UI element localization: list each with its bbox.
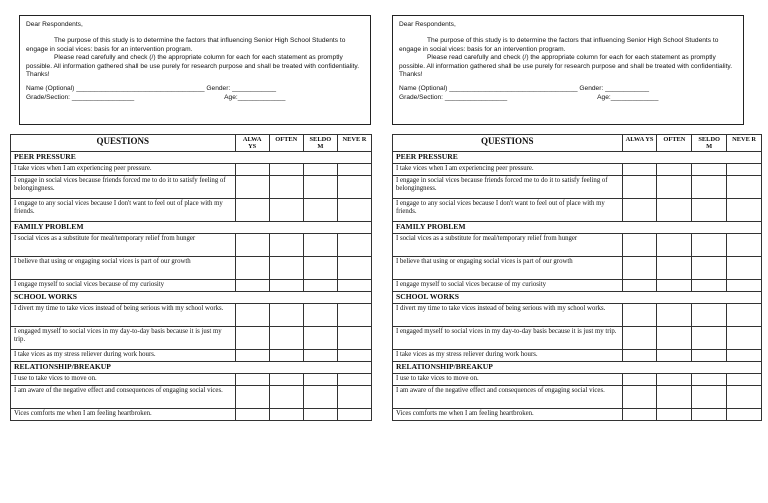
table-row <box>393 280 762 292</box>
check-cell[interactable] <box>727 234 762 257</box>
table-row <box>11 327 372 350</box>
question-text: I engaged myself to social vices in my day-to-day basis because it is just my trip. <box>393 327 623 350</box>
check-cell[interactable] <box>235 304 269 327</box>
check-cell[interactable] <box>622 327 657 350</box>
check-cell[interactable] <box>235 374 269 386</box>
check-cell[interactable] <box>269 234 303 257</box>
purpose-paragraph: The purpose of this study is to determine the factors that influencing Senior High School Students to engage in social vices: basis for an intervention program. <box>26 37 346 53</box>
check-cell[interactable] <box>657 304 692 327</box>
check-cell[interactable] <box>622 257 657 280</box>
section-title: SCHOOL WORKS <box>11 292 372 304</box>
check-cell[interactable] <box>269 327 303 350</box>
check-cell[interactable] <box>657 374 692 386</box>
check-cell[interactable] <box>657 176 692 199</box>
questionnaire-table <box>392 134 762 421</box>
check-cell[interactable] <box>337 199 371 222</box>
check-cell[interactable] <box>622 374 657 386</box>
check-cell[interactable] <box>269 280 303 292</box>
table-row <box>11 257 372 280</box>
check-cell[interactable] <box>692 374 727 386</box>
check-cell[interactable] <box>303 199 337 222</box>
check-cell[interactable] <box>303 280 337 292</box>
question-text: I take vices as my stress reliever during work hours. <box>11 350 236 362</box>
question-text: I divert my time to take vices instead of being serious with my school works. <box>11 304 236 327</box>
check-cell[interactable] <box>622 280 657 292</box>
check-cell[interactable] <box>727 409 762 421</box>
check-cell[interactable] <box>657 327 692 350</box>
check-cell[interactable] <box>303 409 337 421</box>
header-always: ALWA YS <box>622 135 657 152</box>
check-cell[interactable] <box>657 164 692 176</box>
check-cell[interactable] <box>235 199 269 222</box>
check-cell[interactable] <box>235 409 269 421</box>
gender-field[interactable]: Gender: ____________ <box>206 85 277 93</box>
grade-section-field[interactable]: Grade/Section: _________________ <box>26 93 135 101</box>
header-row <box>11 135 372 152</box>
check-cell[interactable] <box>692 257 727 280</box>
header-questions: QUESTIONS <box>11 135 236 152</box>
table-row <box>11 409 372 421</box>
table-row <box>393 234 762 257</box>
check-cell[interactable] <box>337 409 371 421</box>
header-often: OFTEN <box>269 135 303 152</box>
section-title: RELATIONSHIP/BREAKUP <box>393 362 762 374</box>
check-cell[interactable] <box>337 327 371 350</box>
check-cell[interactable] <box>303 327 337 350</box>
check-cell[interactable] <box>622 409 657 421</box>
instructions-paragraph: Please read carefully and check (/) the appropriate column for each for each statement as promptly possible. All information gathered shall be use purely for research purpose and shall be treated with confidentiality. Thanks! <box>26 54 360 79</box>
header-never: NEVE R <box>337 135 371 152</box>
table-row <box>11 350 372 362</box>
check-cell[interactable] <box>303 176 337 199</box>
check-cell[interactable] <box>692 350 727 362</box>
question-text: I engage myself to social vices because of my curiosity <box>393 280 623 292</box>
section-title: PEER PRESSURE <box>11 152 372 164</box>
check-cell[interactable] <box>727 257 762 280</box>
question-text: I engage in social vices because friends forced me to do it to satisfy feeling of belongingness. <box>11 176 236 199</box>
header-seldom: SELDO M <box>303 135 337 152</box>
check-cell[interactable] <box>727 199 762 222</box>
check-cell[interactable] <box>692 409 727 421</box>
table-row <box>393 350 762 362</box>
check-cell[interactable] <box>692 280 727 292</box>
check-cell[interactable] <box>269 176 303 199</box>
check-cell[interactable] <box>727 280 762 292</box>
check-cell[interactable] <box>337 374 371 386</box>
check-cell[interactable] <box>269 164 303 176</box>
check-cell[interactable] <box>657 350 692 362</box>
check-cell[interactable] <box>622 386 657 409</box>
question-text: I social vices as a substitute for meal/temporary relief from hunger <box>393 234 623 257</box>
table-row <box>11 199 372 222</box>
table-row <box>11 176 372 199</box>
check-cell[interactable] <box>303 350 337 362</box>
question-text: I am aware of the negative effect and consequences of engaging social vices. <box>393 386 623 409</box>
table-row <box>11 304 372 327</box>
check-cell[interactable] <box>727 350 762 362</box>
check-cell[interactable] <box>235 327 269 350</box>
check-cell[interactable] <box>235 257 269 280</box>
section-title: PEER PRESSURE <box>393 152 762 164</box>
check-cell[interactable] <box>269 374 303 386</box>
questionnaire-table <box>10 134 372 421</box>
check-cell[interactable] <box>337 234 371 257</box>
header-row <box>393 135 762 152</box>
question-text: I social vices as a substitute for meal/temporary relief from hunger <box>11 234 236 257</box>
check-cell[interactable] <box>692 304 727 327</box>
question-text: I engage to any social vices because I don't want to feel out of place with my friends. <box>393 199 623 222</box>
check-cell[interactable] <box>303 374 337 386</box>
name-field[interactable]: Name (Optional) ___________________________________ <box>26 85 205 93</box>
check-cell[interactable] <box>692 386 727 409</box>
check-cell[interactable] <box>657 199 692 222</box>
check-cell[interactable] <box>727 374 762 386</box>
header-questions: QUESTIONS <box>393 135 623 152</box>
check-cell[interactable] <box>622 164 657 176</box>
check-cell[interactable] <box>657 386 692 409</box>
gender-field[interactable]: Gender: ____________ <box>579 85 650 93</box>
table-row <box>11 164 372 176</box>
section-title: FAMILY PROBLEM <box>11 222 372 234</box>
check-cell[interactable] <box>727 304 762 327</box>
check-cell[interactable] <box>235 164 269 176</box>
check-cell[interactable] <box>303 257 337 280</box>
question-text: I believe that using or engaging social vices is part of our growth <box>11 257 236 280</box>
question-text: I use to take vices to move on. <box>11 374 236 386</box>
section-title: SCHOOL WORKS <box>393 292 762 304</box>
table-row <box>393 304 762 327</box>
instructions-paragraph: Please read carefully and check (/) the appropriate column for each for each statement as promptly possible. All information gathered shall be use purely for research purpose and shall be treated with confidentiality. Thanks! <box>399 54 733 79</box>
question-text: I use to take vices to move on. <box>393 374 623 386</box>
header-seldom: SELDO M <box>692 135 727 152</box>
check-cell[interactable] <box>657 280 692 292</box>
check-cell[interactable] <box>337 176 371 199</box>
check-cell[interactable] <box>303 164 337 176</box>
check-cell[interactable] <box>235 234 269 257</box>
check-cell[interactable] <box>692 234 727 257</box>
check-cell[interactable] <box>269 199 303 222</box>
purpose-paragraph: The purpose of this study is to determine the factors that influencing Senior High School Students to engage in social vices: basis for an intervention program. <box>399 37 719 53</box>
table-row <box>393 386 762 409</box>
check-cell[interactable] <box>337 257 371 280</box>
greeting: Dear Respondents, <box>399 21 456 28</box>
table-row <box>393 257 762 280</box>
table-row <box>11 374 372 386</box>
check-cell[interactable] <box>727 176 762 199</box>
table-row <box>393 409 762 421</box>
question-text: Vices comforts me when I am feeling heartbroken. <box>393 409 623 421</box>
check-cell[interactable] <box>337 164 371 176</box>
question-text: I engage to any social vices because I don't want to feel out of place with my friends. <box>11 199 236 222</box>
check-cell[interactable] <box>235 176 269 199</box>
header-always: ALWA YS <box>235 135 269 152</box>
question-text: I am aware of the negative effect and consequences of engaging social vices. <box>11 386 236 409</box>
table-row <box>393 374 762 386</box>
check-cell[interactable] <box>657 257 692 280</box>
check-cell[interactable] <box>692 199 727 222</box>
check-cell[interactable] <box>727 386 762 409</box>
grade-section-field[interactable]: Grade/Section: _________________ <box>399 93 508 101</box>
survey-sheet-right <box>392 0 764 503</box>
check-cell[interactable] <box>235 280 269 292</box>
table-row <box>393 176 762 199</box>
header-often: OFTEN <box>657 135 692 152</box>
check-cell[interactable] <box>337 304 371 327</box>
check-cell[interactable] <box>692 327 727 350</box>
check-cell[interactable] <box>622 199 657 222</box>
survey-sheet-left <box>10 0 382 503</box>
letter-box <box>19 15 371 125</box>
age-field[interactable]: Age:_____________ <box>224 93 286 101</box>
table-row <box>393 199 762 222</box>
check-cell[interactable] <box>303 234 337 257</box>
check-cell[interactable] <box>337 386 371 409</box>
table-row <box>393 164 762 176</box>
header-never: NEVE R <box>727 135 762 152</box>
question-text: I engage myself to social vices because of my curiosity <box>11 280 236 292</box>
section-title: RELATIONSHIP/BREAKUP <box>11 362 372 374</box>
check-cell[interactable] <box>692 176 727 199</box>
check-cell[interactable] <box>622 304 657 327</box>
greeting: Dear Respondents, <box>26 21 83 28</box>
check-cell[interactable] <box>337 350 371 362</box>
check-cell[interactable] <box>622 350 657 362</box>
question-text: I engaged myself to social vices in my day-to-day basis because it is just my trip. <box>11 327 236 350</box>
check-cell[interactable] <box>269 350 303 362</box>
name-field[interactable]: Name (Optional) ___________________________________ <box>399 85 578 93</box>
check-cell[interactable] <box>727 327 762 350</box>
check-cell[interactable] <box>269 304 303 327</box>
table-row <box>11 386 372 409</box>
question-text: I divert my time to take vices instead of being serious with my school works. <box>393 304 623 327</box>
check-cell[interactable] <box>235 350 269 362</box>
question-text: I take vices when I am experiencing peer pressure. <box>393 164 623 176</box>
age-field[interactable]: Age:_____________ <box>597 93 659 101</box>
check-cell[interactable] <box>303 304 337 327</box>
question-text: Vices comforts me when I am feeling heartbroken. <box>11 409 236 421</box>
check-cell[interactable] <box>692 164 727 176</box>
check-cell[interactable] <box>235 386 269 409</box>
question-text: I take vices as my stress reliever during work hours. <box>393 350 623 362</box>
question-text: I take vices when I am experiencing peer pressure. <box>11 164 236 176</box>
check-cell[interactable] <box>657 409 692 421</box>
section-title: FAMILY PROBLEM <box>393 222 762 234</box>
table-row <box>11 234 372 257</box>
check-cell[interactable] <box>622 234 657 257</box>
check-cell[interactable] <box>269 257 303 280</box>
question-text: I engage in social vices because friends forced me to do it to satisfy feeling of belongingness. <box>393 176 623 199</box>
check-cell[interactable] <box>727 164 762 176</box>
table-row <box>11 280 372 292</box>
check-cell[interactable] <box>337 280 371 292</box>
check-cell[interactable] <box>269 409 303 421</box>
check-cell[interactable] <box>657 234 692 257</box>
table-row <box>393 327 762 350</box>
check-cell[interactable] <box>269 386 303 409</box>
question-text: I believe that using or engaging social vices is part of our growth <box>393 257 623 280</box>
letter-box <box>392 15 744 125</box>
check-cell[interactable] <box>303 386 337 409</box>
check-cell[interactable] <box>622 176 657 199</box>
